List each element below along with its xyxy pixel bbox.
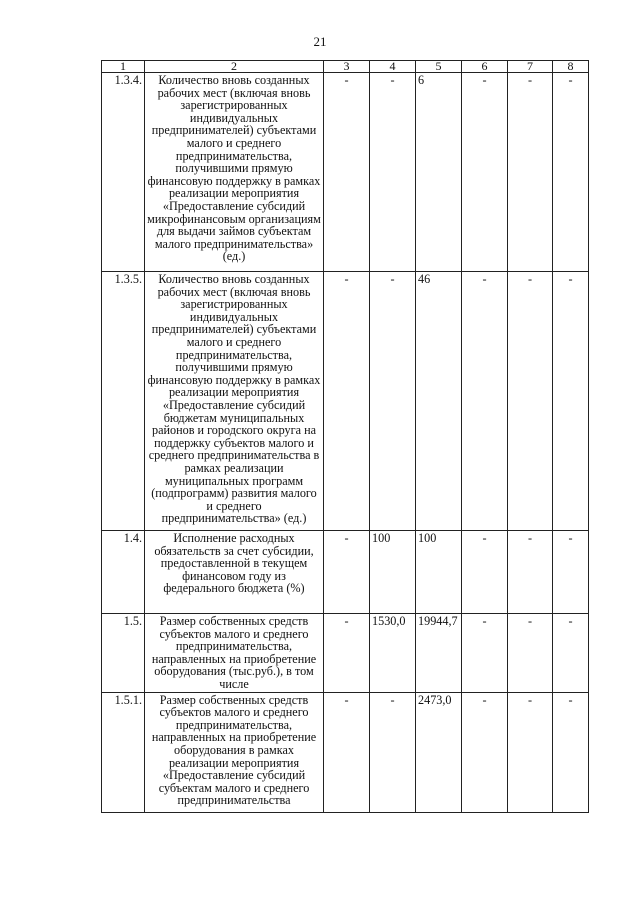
value-cell: 2473,0 [416, 692, 462, 812]
value-cell: - [553, 531, 589, 614]
value-cell: - [508, 692, 553, 812]
value-cell: - [508, 272, 553, 531]
value-cell: - [370, 73, 416, 272]
column-header: 2 [145, 61, 324, 73]
value-cell: 6 [416, 73, 462, 272]
row-number: 1.3.5. [102, 272, 145, 531]
row-number: 1.5. [102, 614, 145, 693]
value-cell: 100 [416, 531, 462, 614]
table-row [102, 272, 589, 531]
indicator-description: Размер собственных средств субъектов малого и среднего предпринимательства, направленных на приобретение оборудования (тыс.руб.), в том числе [145, 614, 324, 693]
indicators-table [101, 60, 589, 813]
value-cell: - [553, 272, 589, 531]
column-number-row [102, 61, 589, 73]
row-number: 1.3.4. [102, 73, 145, 272]
value-cell: - [324, 531, 370, 614]
value-cell: - [324, 614, 370, 693]
value-cell: 1530,0 [370, 614, 416, 693]
table-row [102, 614, 589, 693]
column-header: 6 [462, 61, 508, 73]
value-cell: - [553, 692, 589, 812]
value-cell: - [462, 272, 508, 531]
value-cell: 19944,7 [416, 614, 462, 693]
table-row [102, 531, 589, 614]
value-cell: - [462, 614, 508, 693]
value-cell: - [553, 614, 589, 693]
value-cell: - [508, 614, 553, 693]
column-header: 4 [370, 61, 416, 73]
value-cell: 46 [416, 272, 462, 531]
indicator-description: Количество вновь созданных рабочих мест (включая вновь зарегистрированных индивидуальных предпринимателей) субъектами малого и среднего предпринимательства, получившими прямую финансовую поддержку в рамках реализации мероприятия «Предоставление субсидий микрофинансовым организациям для выдачи займов субъектам малого предпринимательства» (ед.) [145, 73, 324, 272]
column-header: 1 [102, 61, 145, 73]
value-cell: - [370, 272, 416, 531]
value-cell: - [462, 73, 508, 272]
indicator-description: Исполнение расходных обязательств за счет субсидии, предоставленной в текущем финансовом году из федерального бюджета (%) [145, 531, 324, 614]
value-cell: - [553, 73, 589, 272]
value-cell: - [462, 531, 508, 614]
value-cell: - [324, 272, 370, 531]
indicator-description: Размер собственных средств субъектов малого и среднего предпринимательства, направленных на приобретение оборудования в рамках реализации мероприятия «Предоставление субсидий субъектам малого и среднего предпринимательства [145, 692, 324, 812]
value-cell: - [508, 73, 553, 272]
column-header: 8 [553, 61, 589, 73]
value-cell: - [508, 531, 553, 614]
value-cell: - [324, 692, 370, 812]
column-header: 7 [508, 61, 553, 73]
column-header: 3 [324, 61, 370, 73]
value-cell: - [462, 692, 508, 812]
column-header: 5 [416, 61, 462, 73]
value-cell: 100 [370, 531, 416, 614]
value-cell: - [324, 73, 370, 272]
page-number: 21 [313, 34, 327, 49]
row-number: 1.5.1. [102, 692, 145, 812]
table-row [102, 73, 589, 272]
value-cell: - [370, 692, 416, 812]
row-number: 1.4. [102, 531, 145, 614]
indicator-description: Количество вновь созданных рабочих мест (включая вновь зарегистрированных индивидуальных предпринимателей) субъектами малого и среднего предпринимательства, получившими прямую финансовую поддержку в рамках реализации мероприятия «Предоставление субсидий бюджетам муниципальных районов и городского округа на поддержку субъектов малого и среднего предпринимательства в рамках реализации муниципальных программ (подпрограмм) развития малого и среднего предпринимательства» (ед.) [145, 272, 324, 531]
table-row [102, 692, 589, 812]
